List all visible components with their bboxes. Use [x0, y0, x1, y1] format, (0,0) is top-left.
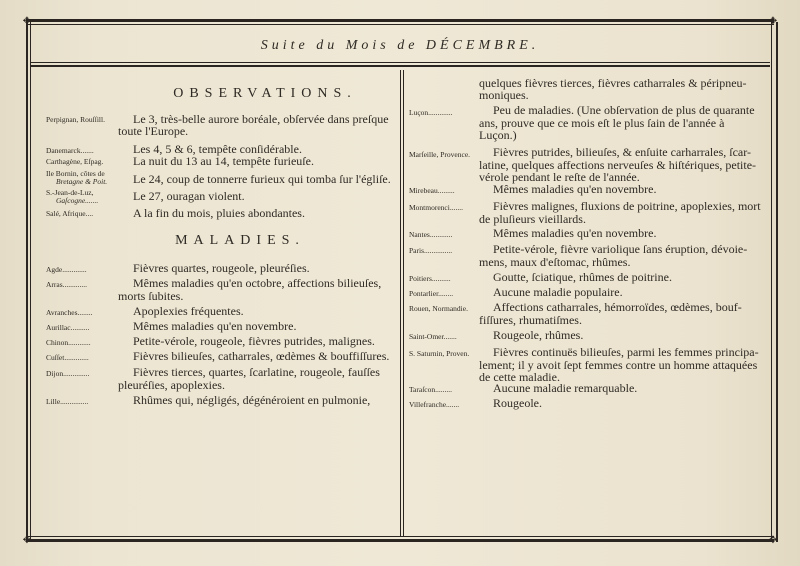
- mal-place: Saint-Omer.......: [409, 332, 457, 341]
- mal-continuation-text: quelques fièvres tierces, fièvres catharrales & péripneu-: [479, 76, 747, 90]
- mal-text: pleuréſies, apoplexies.: [118, 378, 225, 392]
- mal-text: Fièvres bilieuſes, catharrales, œdèmes & bouffiſſures.: [133, 349, 390, 363]
- obs-place-cont: Bretagne & Poit.: [56, 177, 108, 186]
- obs-place: Ile Bornin, côtes de: [46, 169, 105, 178]
- mal-text: Aucune maladie populaire.: [493, 285, 623, 299]
- mal-place: Poitiers..........: [409, 274, 451, 283]
- corner-ornament-bl: ✥: [22, 535, 32, 546]
- mal-place: Aurillac..........: [46, 323, 90, 332]
- obs-text: Les 4, 5 & 6, tempête conſidérable.: [133, 142, 302, 156]
- mal-text: latine, quelques affections nerveuſes & hiſtériques, petite-: [479, 158, 757, 172]
- mal-place: Villefranche.......: [409, 400, 460, 409]
- mal-text: Petite-vérole, rougeole, fièvres putrides, malignes.: [133, 334, 375, 348]
- mal-text: Rougeole, rhûmes.: [493, 328, 584, 342]
- page-title: Suite du Mois de DÉCEMBRE.: [260, 38, 540, 53]
- mal-text: Mêmes maladies qu'en novembre.: [493, 182, 657, 196]
- mal-place: Marſeille, Provence.: [409, 150, 471, 159]
- mal-text: Mêmes maladies qu'en octobre, affections bilieuſes,: [133, 276, 382, 290]
- maladies-heading: MALADIES.: [175, 233, 305, 248]
- obs-place: Danemarck.......: [46, 146, 94, 155]
- mal-text: Apoplexies fréquentes.: [133, 304, 244, 318]
- mal-place: Taraſcon.........: [409, 385, 453, 394]
- obs-text: Le 27, ouragan violent.: [133, 189, 245, 203]
- mal-text: Rhûmes qui, négligés, dégénéroient en pulmonie,: [133, 393, 371, 407]
- mal-text: ans, prouve que ce mois eſt le plus ſain de l'année à: [479, 116, 725, 130]
- mal-text: Fièvres putrides, bilieuſes, & enſuite carharrales, ſcar-: [493, 145, 751, 159]
- mal-place: Dijon..............: [46, 369, 90, 378]
- mal-place: Mirebeau.........: [409, 186, 455, 195]
- mal-text: mens, maux d'eſtomac, rhûmes.: [479, 255, 631, 269]
- mal-text: Aucune maladie remarquable.: [493, 381, 638, 395]
- mal-text: Mêmes maladies qu'en novembre.: [133, 319, 297, 333]
- mal-place: Avranches........: [46, 308, 93, 317]
- mal-text: fiſſures, rhumatiſmes.: [479, 313, 582, 327]
- mal-place: Montmorenci.......: [409, 203, 463, 212]
- mal-text: Goutte, ſciatique, rhûmes de poitrine.: [493, 270, 672, 284]
- corner-ornament-br: ✥: [768, 535, 778, 546]
- mal-place: Chinon............: [46, 338, 91, 347]
- mal-place: Nantes............: [409, 230, 453, 239]
- obs-text: toute l'Europe.: [118, 124, 189, 138]
- obs-text: Le 3, très-belle aurore boréale, obſervée dans preſque: [133, 112, 389, 126]
- observations-heading: OBSERVATIONS.: [173, 86, 357, 101]
- obs-place: Perpignan, Rouſſill.: [46, 115, 105, 124]
- mal-text: Fièvres tierces, quartes, ſcarlatine, rougeole, fauſſes: [133, 365, 380, 379]
- mal-text: Affections catharrales, hémorroïdes, œdèmes, bouf-: [493, 300, 742, 314]
- mal-text: de cette maladie.: [479, 370, 560, 384]
- mal-text: Peu de maladies. (Une obſervation de plus de quarante: [493, 103, 755, 117]
- mal-text: Rougeole.: [493, 396, 542, 410]
- mal-text: Petite-vérole, fièvre variolique ſans éruption, dévoie-: [493, 242, 748, 256]
- mal-text: morts ſubites.: [118, 289, 184, 303]
- mal-text: Fièvres quartes, rougeole, pleuréſies.: [133, 261, 310, 275]
- obs-place: Carthagène, Eſpag.: [46, 157, 104, 166]
- obs-text: Le 24, coup de tonnerre furieux qui tomba ſur l'égliſe.: [133, 172, 391, 186]
- mal-place: Lille...............: [46, 397, 89, 406]
- mal-place: Paris...............: [409, 246, 453, 255]
- corner-ornament-tl: ✥: [22, 16, 32, 27]
- obs-place: Salé, Afrique....: [46, 209, 94, 218]
- mal-text: Mêmes maladies qu'en novembre.: [493, 226, 657, 240]
- mal-place: Arras.............: [46, 280, 88, 289]
- mal-text: vérole pendant le reſte de l'année.: [479, 170, 640, 184]
- mal-text: Fièvres malignes, fluxions de poitrine, apoplexies, mort: [493, 199, 761, 213]
- obs-text: A la fin du mois, pluies abondantes.: [133, 206, 305, 220]
- mal-continuation-text: moniques.: [479, 88, 529, 102]
- column-divider-inner: [403, 70, 404, 536]
- mal-text: lement; il y avoit ſept femmes contre un homme attaquées: [479, 358, 758, 372]
- mal-text: Luçon.): [479, 128, 517, 142]
- obs-place-cont: Gaſcogne.......: [56, 196, 99, 205]
- column-divider: [400, 70, 401, 536]
- obs-text: La nuit du 13 au 14, tempête furieuſe.: [133, 154, 314, 168]
- corner-ornament-tr: ✥: [768, 16, 778, 27]
- mal-place: Luçon.............: [409, 108, 453, 117]
- mal-place: Rouen, Normandie.: [409, 304, 468, 313]
- mal-place: Cuſſet.............: [46, 353, 89, 362]
- mal-place: Pontarlier........: [409, 289, 454, 298]
- mal-text: Fièvres continuës bilieuſes, parmi les femmes principa-: [493, 345, 759, 359]
- obs-place: S.-Jean-de-Luz,: [46, 188, 94, 197]
- mal-text: de pluſieurs vieillards.: [479, 212, 586, 226]
- mal-place: Agde.............: [46, 265, 87, 274]
- mal-place: S. Saturnin, Proven.: [409, 349, 470, 358]
